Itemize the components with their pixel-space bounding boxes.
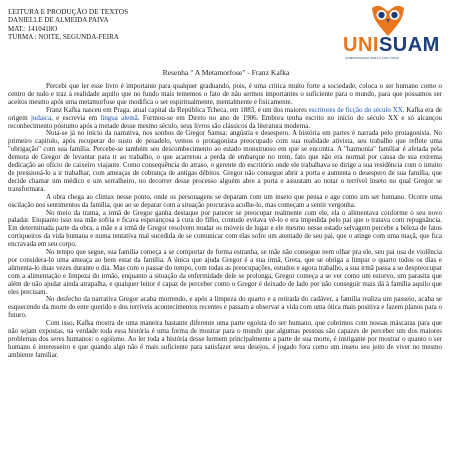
course-title: LEITURA E PRODUÇÃO DE TEXTOS xyxy=(8,7,129,16)
unisuam-logo xyxy=(329,4,447,60)
paragraph-6: No tempo que segue, sua família começa a se comportar de forma estranha, se mãe não consegue nem olhar pra ele, seu pai usa de violência por considera-lo uma ameaça ao bem estar da família. A única que ajuda Gregor é a sua irmã, Greta, que se obriga a limpar o quarto todos os dias e alimenta-lo duas vezes durante o dia. Mas com o passar do tempo, com todas as preocupações, estudos e agora trabalho, a sua irmã passa a se despreocupar com a alimentação e limpeza do irmão, enquanto a situação da enfermidade dele se prolonga, Gregor começa a se ver como um estorvo, um parasita que além de não ajudar ainda atrapalha, e qualquer leitor é capaz de perceber como o Gregor é deixado de lado por não conseguir mais dá à família aquilo que eles precisam. xyxy=(8,248,442,296)
logo-tagline: COMPROMISSO PARA A VIDA TODA xyxy=(345,56,399,60)
student-registration: MAT.: 1410418O xyxy=(8,24,58,33)
link-judaica[interactable]: judaica xyxy=(31,113,52,122)
document-title: Resenha " A Metamorfose" - Franz Kafka xyxy=(162,68,290,77)
student-name: DANIELLE DE ALMEIDA PAIVA xyxy=(8,16,109,25)
paragraph-1: Percebi que ler esse livro é importante para qualquer graduando, pois, é uma critica muito forte a sociedade, coloca o ser humano como o centro de tudo e traz à realidade aquilo que no fundo mais tememos o fato de não sermos importantes o suficiente para o mundo, para que possamos ser aceitos mesmo após uma metamorfose que modifica o ser espiritualmente, mentalmente e fisicamente. xyxy=(8,82,442,106)
link-escritores[interactable]: escritores de ficção do século XX xyxy=(308,105,403,114)
link-lingua-alema[interactable]: língua alemã xyxy=(100,113,138,122)
logo-wordmark: UNISUAM xyxy=(343,34,440,56)
class-schedule: TURMA : NOITE, SEGUNDA-FEIRA xyxy=(8,33,119,42)
paragraph-8: Com isso, Kafka mostra de uma maneira bastante diferente uma parte egoísta do ser humano, que cobrimos com nossas máscaras para que não sejam expostas, na verdade toda essa história é uma forma de mostrar para o mundo que algumas pessoas são capazes de perceber um dos maiores problemas dos seres humanos: o egoísmo. Ao ler toda a história desse homem principalmente a parte de sua morte, é instigante por mostrar o quanto o ser humano é interesseiro e que quando algo não é mais suficiente para satisfazer seus desejos, é jogado fora como um inseto seu jeito de viver no mesmo ambiente familiar. xyxy=(8,319,442,359)
owl-emblem-icon xyxy=(369,4,407,38)
paragraph-2: Franz Kafka nasceu em Praga, atual capital da República Tcheca, em 1883, é um dos maiores escritores de ficção do século XX. Kafka era de origem judaica, e escrevia em língua alemã. Formou-se em Direto no ano de 1906. Embora tenha escrito no início do século XX e só alcançou reconhecimento póstumo após a metade desse mesmo século, seus livros são clássicos da literatura moderna. xyxy=(8,105,443,130)
paragraph-4: A obra chega ao climax nesse ponto, onde os personagens se deparam com um inseto que pensa e age como um ser humano. Ocorre uma oscilação nos sentimentos da família, que ao se deparar com a situação procurava acolhe-lo, mas começam a sentir vergonha. xyxy=(8,192,442,209)
paragraph-3: Nota-se já no início da narrativa, nos sonhos de Gregor Samsa: angústia e desespero. A história em partes é narrada pelo protagonista. No primeiro capitulo, após recuperar do susto de pesadelo, vemos o protagonista preocupado com sua realidade ativista, seu trabalho que reflete uma "obrigação" com sua família. Percebe-se também seu descombecimento ao estado monstruoso em que se encontra. A "harmonia" familiar é afetada pela demora de Gregor de levantar para ir ao trabalho, o que acarretou a perda de embarque no trem, fato que não era normal por causa de sua extrema dedicação ao ofício de caixeiro viajante. Como consequência do atraso, o gerente do escritório onde ele trabalhava se dirige a sua residência com o intuito de pressioná-lo a ir trabalhar, com ameaças de cobrança de antigas débitos. Gregor não consegue abrir a porta e aumenta o desespero de sua família, que decide chamar um médico e um serralheiro, no decorrer desse processo alguém abre a porta e assustam ao notar o terrível inseto no qual Gregor se transformara. xyxy=(8,129,442,193)
student-header xyxy=(8,8,128,42)
paragraph-7: No desfecho da narrativa Gregor acaba morrendo, e após a limpeza do quarto e a retirada do cadáver, a família realiza um passeio, acaba se esquecendo da morte do ente querido e dos terríveis acontecimentos recentes e passam a observar a vida com uma ótica mais positiva e fazem planos para o futuro. xyxy=(8,295,442,320)
review-body xyxy=(8,83,442,360)
paragraph-5: No meio da trama, a irmã de Gregor ganha destaque por parecer se preocupar realmente com ele, ela o alimentava conforme o seu novo paladar. Enquanto isso sua mãe sofria e ficava esperançosa à cura do filho, contudo evitava vê-lo e era impedida pelo pai que o tratava com repugnância. Em determinada parte da obra, a mãe e a irmã de Gregor resolvem mudar os móveis de lugar e ele mesmo nesse estado selvagem percebe a beleza de fatos corriqueiros da vida humana e numa tentativa mal sucedida de se comunicar com elas sofre um atentado de seu pai, que o atinge com uma maçã, que fica encravada em seu corpo. xyxy=(8,208,442,249)
